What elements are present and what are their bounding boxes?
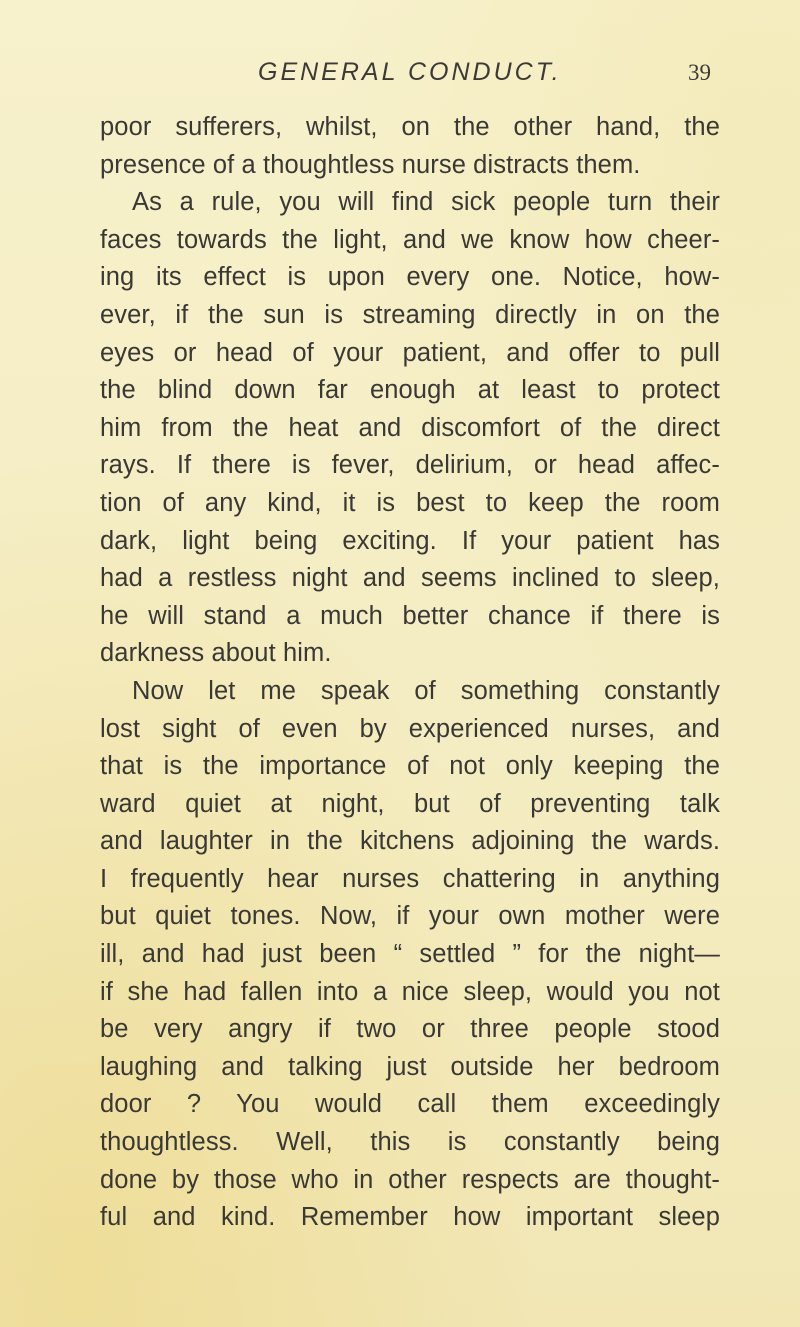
text-line: lost sight of even by experienced nurses, and: [100, 714, 720, 743]
text-line: he will stand a much better chance if there is: [100, 601, 720, 630]
text-line: tion of any kind, it is best to keep the room: [100, 488, 720, 517]
text-line: ful and kind. Remember how important sleep: [100, 1203, 720, 1232]
text-line: rays. If there is fever, delirium, or head affec-: [100, 451, 720, 480]
text-line: thoughtless. Well, this is constantly being: [100, 1128, 720, 1157]
text-line: ill, and had just been “ settled ” for the night—: [100, 940, 720, 969]
text-line: poor sufferers, whilst, on the other hand, the: [100, 113, 720, 141]
text-line: had a restless night and seems inclined to sleep,: [100, 564, 720, 593]
body-text: [100, 109, 720, 1237]
text-line: if she had fallen into a nice sleep, would you not: [100, 977, 720, 1006]
page-header: [0, 58, 800, 98]
text-line: dark, light being exciting. If your patient has: [100, 526, 720, 555]
text-line: darkness about him.: [100, 639, 332, 668]
text-line: presence of a thoughtless nurse distracts them.: [100, 150, 641, 179]
running-head: GENERAL CONDUCT.: [258, 58, 562, 86]
text-line: faces towards the light, and we know how cheer-: [100, 225, 720, 254]
page-number: 39: [688, 60, 711, 85]
text-line: be very angry if two or three people stood: [100, 1015, 720, 1044]
text-line: laughing and talking just outside her bedroom: [100, 1052, 720, 1081]
text-line: As a rule, you will find sick people turn their: [132, 188, 720, 217]
text-line: but quiet tones. Now, if your own mother were: [100, 902, 720, 931]
text-line: that is the importance of not only keeping the: [100, 752, 720, 781]
text-line: the blind down far enough at least to protect: [100, 376, 720, 405]
text-line: ever, if the sun is streaming directly in on the: [100, 300, 720, 329]
text-line: I frequently hear nurses chattering in anything: [100, 864, 720, 893]
text-line: eyes or head of your patient, and offer to pull: [100, 338, 720, 367]
text-line: ing its effect is upon every one. Notice, how-: [100, 263, 720, 292]
text-line: door ? You would call them exceedingly: [100, 1090, 720, 1119]
text-line: him from the heat and discomfort of the direct: [100, 413, 720, 442]
text-line: and laughter in the kitchens adjoining the wards.: [100, 827, 720, 856]
text-line: done by those who in other respects are thought-: [100, 1165, 720, 1194]
text-line: Now let me speak of something constantly: [132, 676, 720, 705]
text-line: ward quiet at night, but of preventing talk: [100, 789, 720, 818]
